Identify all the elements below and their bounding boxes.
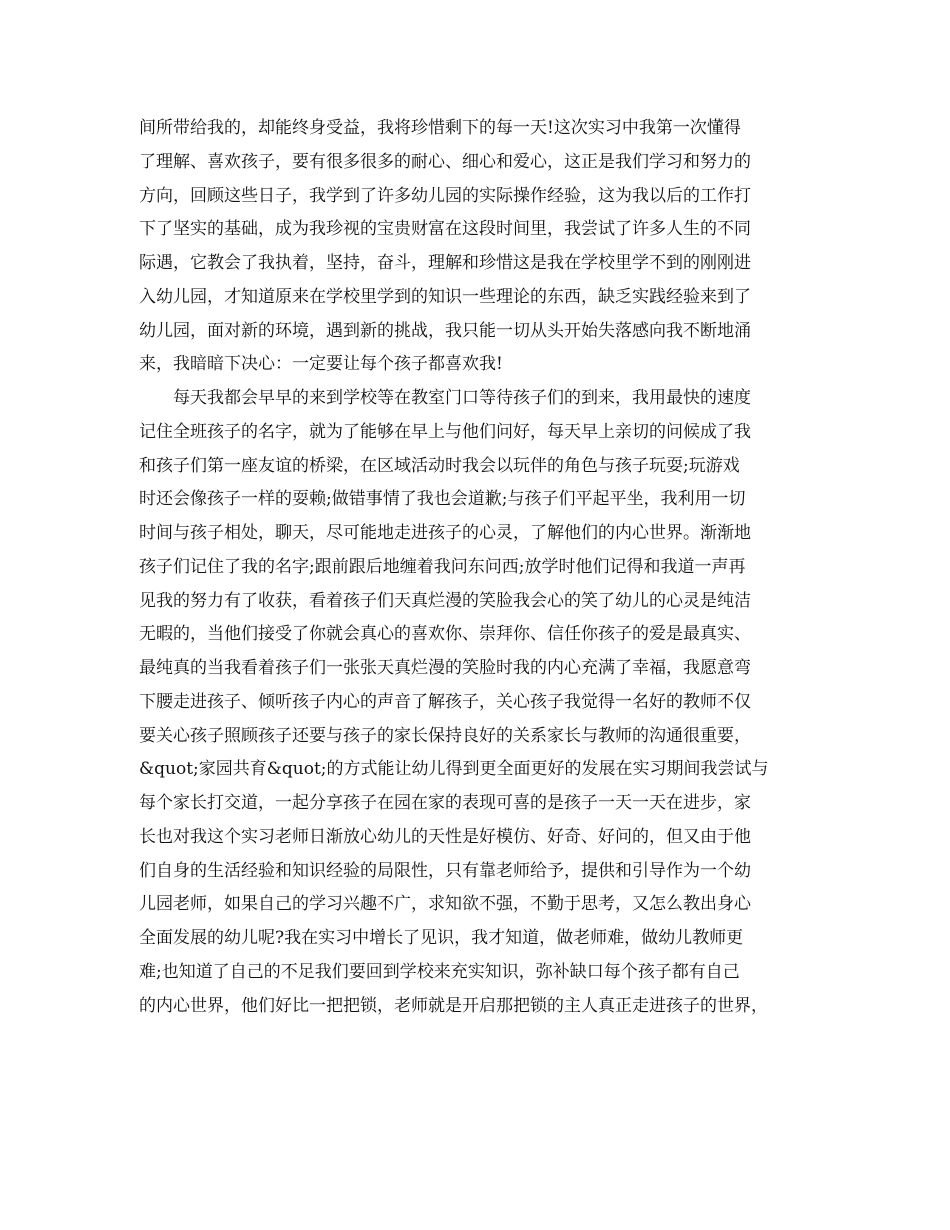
text-line: 最纯真的当我看着孩子们一张张天真烂漫的笑脸时我的内心充满了幸福，我愿意弯	[139, 658, 751, 678]
text-line: 时间与孩子相处，聊天，尽可能地走进孩子的心灵，了解他们的内心世界。渐渐地	[139, 523, 751, 543]
text-line: 了理解、喜欢孩子，要有很多很多的耐心、细心和爱心，这正是我们学习和努力的	[139, 151, 751, 172]
text-line: &quot;家园共育&quot;的方式能让幼儿得到更全面更好的发展在实习期间我尝试与	[139, 759, 769, 780]
text-line: 长也对我这个实习老师日渐放心幼儿的天性是好模仿、好奇、好问的，但又由于他	[139, 826, 751, 847]
text-line: 入幼儿园，才知道原来在学校里学到的知识一些理论的东西，缺乏实践经验来到了	[139, 286, 751, 307]
text-line: 无暇的，当他们接受了你就会真心的喜欢你、崇拜你、信任你孩子的爱是最真实、	[139, 624, 751, 645]
text-line: 幼儿园，面对新的环境，遇到新的挑战，我只能一切从头开始失落感向我不断地涌	[139, 320, 751, 341]
text-line: 难;也知道了自己的不足我们要回到学校来充实知识，弥补缺口每个孩子都有自己	[139, 961, 740, 982]
text-line: 每天我都会早早的来到学校等在教室门口等待孩子们的到来，我用最快的速度	[139, 388, 751, 408]
text-line: 全面发展的幼儿呢?我在实习中增长了见识，我才知道，做老师难，做幼儿教师更	[139, 928, 744, 948]
document-body	[139, 112, 829, 1023]
text-line: 来，我暗暗下决心：一定要让每个孩子都喜欢我!	[139, 354, 503, 375]
text-line: 时还会像孩子一样的耍赖;做错事情了我也会道歉;与孩子们平起平坐，我利用一切	[139, 489, 746, 510]
text-line: 的内心世界，他们好比一把把锁，老师就是开启那把锁的主人真正走进孩子的世界，	[139, 995, 768, 1016]
text-line: 每个家长打交道，一起分享孩子在园在家的表现可喜的是孩子一天一天在进步，家	[139, 793, 751, 813]
text-line: 和孩子们第一座友谊的桥梁，在区域活动时我会以玩伴的角色与孩子玩耍;玩游戏	[139, 455, 740, 476]
text-line: 见我的努力有了收获，看着孩子们天真烂漫的笑脸我会心的笑了幼儿的心灵是纯洁	[139, 590, 751, 611]
text-line: 方向，回顾这些日子，我学到了许多幼儿园的实际操作经验，这为我以后的工作打	[139, 185, 751, 206]
text-line: 际遇，它教会了我执着，坚持，奋斗，理解和珍惜这是我在学校里学不到的刚刚进	[139, 253, 751, 273]
text-line: 儿园老师，如果自己的学习兴趣不广，求知欲不强，不勤于思考，又怎么教出身心	[139, 894, 751, 915]
text-line: 记住全班孩子的名字，就为了能够在早上与他们问好，每天早上亲切的问候成了我	[139, 421, 751, 442]
text-line: 下腰走进孩子、倾听孩子内心的声音了解孩子，关心孩子我觉得一名好的教师不仅	[139, 691, 751, 712]
text-line: 们自身的生活经验和知识经验的局限性，只有靠老师给予，提供和引导作为一个幼	[139, 860, 751, 881]
text-line: 要关心孩子照顾孩子还要与孩子的家长保持良好的关系家长与教师的沟通很重要，	[139, 725, 751, 746]
text-line: 下了坚实的基础，成为我珍视的宝贵财富在这段时间里，我尝试了许多人生的不同	[139, 219, 751, 240]
text-line: 间所带给我的，却能终身受益，我将珍惜剩下的每一天!这次实习中我第一次懂得	[139, 118, 741, 138]
text-line: 孩子们记住了我的名字;跟前跟后地缠着我问东问西;放学时他们记得和我道一声再	[139, 556, 746, 577]
